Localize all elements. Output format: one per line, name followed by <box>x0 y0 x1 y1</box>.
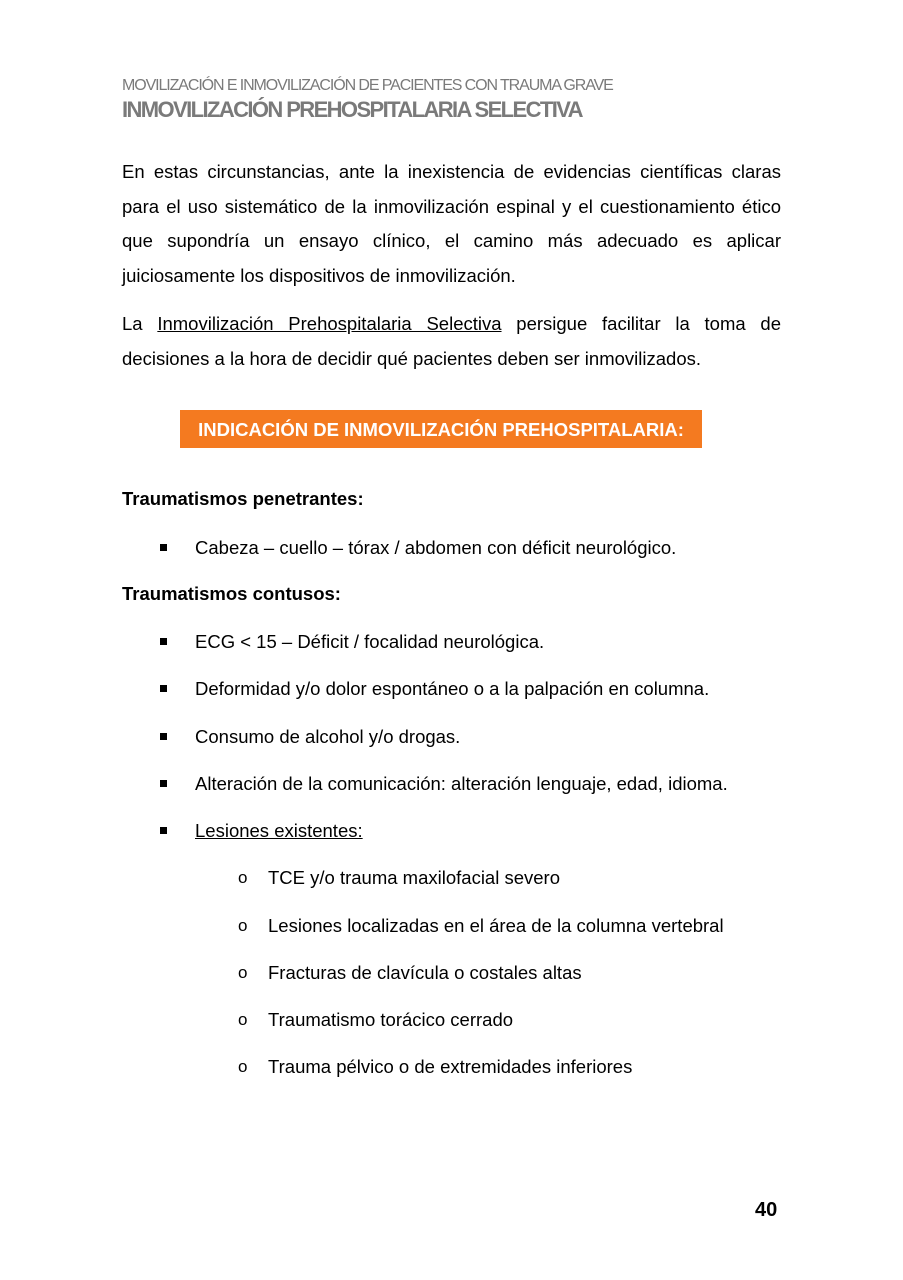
circle-bullet-icon: o <box>238 963 248 982</box>
sub-list-item-text: Trauma pélvico o de extremidades inferiores <box>268 1056 633 1077</box>
square-bullet-icon <box>160 827 167 834</box>
circle-bullet-icon: o <box>238 916 248 935</box>
square-bullet-icon <box>160 685 167 692</box>
square-bullet-icon <box>160 780 167 787</box>
indication-banner: INDICACIÓN DE INMOVILIZACIÓN PREHOSPITALARIA: <box>180 410 702 448</box>
list-item-text: Lesiones existentes: <box>195 820 363 841</box>
sub-list-item-text: Traumatismo torácico cerrado <box>268 1009 514 1030</box>
square-bullet-icon <box>160 733 167 740</box>
underlined-term: Inmovilización Prehospitalaria Selectiva <box>157 313 502 334</box>
paragraph-text-start: La <box>122 313 158 334</box>
circle-bullet-icon: o <box>238 1010 248 1029</box>
paragraph-selective-immobilization <box>122 307 781 376</box>
paragraph-circumstances: En estas circunstancias, ante la inexistencia de evidencias científicas claras para el uso sistemático de la inmovilización espinal y el cuestionamiento ético que supondría un ensayo clínico, el camino más adecuado es aplicar juiciosamente los dispositivos de inmovilización. <box>122 161 781 286</box>
page-number: 40 <box>755 1199 778 1221</box>
list-item-text: ECG < 15 – Déficit / focalidad neurológica. <box>195 631 545 652</box>
list-item-text: Alteración de la comunicación: alteración lenguaje, edad, idioma. <box>195 773 728 794</box>
square-bullet-icon <box>160 638 167 645</box>
running-header-subtitle: MOVILIZACIÓN E INMOVILIZACIÓN DE PACIENTES CON TRAUMA GRAVE <box>122 77 613 94</box>
sub-list-item-text: Lesiones localizadas en el área de la columna vertebral <box>268 915 724 936</box>
list-item-text: Deformidad y/o dolor espontáneo o a la palpación en columna. <box>195 678 710 699</box>
circle-bullet-icon: o <box>238 868 248 887</box>
circle-bullet-icon: o <box>238 1057 248 1076</box>
paragraph-text-end: persigue facilitar la toma de decisiones a la hora de decidir qué pacientes deben ser inmovilizados. <box>122 313 782 369</box>
section-heading-penetrating: Traumatismos penetrantes: <box>122 488 364 509</box>
section-heading-blunt: Traumatismos contusos: <box>122 583 341 604</box>
sub-list-item-text: TCE y/o trauma maxilofacial severo <box>268 867 560 888</box>
running-header-title: INMOVILIZACIÓN PREHOSPITALARIA SELECTIVA <box>122 97 582 122</box>
square-bullet-icon <box>160 544 167 551</box>
list-item-text: Cabeza – cuello – tórax / abdomen con déficit neurológico. <box>195 537 677 558</box>
sub-list-item-text: Fracturas de clavícula o costales altas <box>268 962 582 983</box>
list-item-text: Consumo de alcohol y/o drogas. <box>195 726 461 747</box>
